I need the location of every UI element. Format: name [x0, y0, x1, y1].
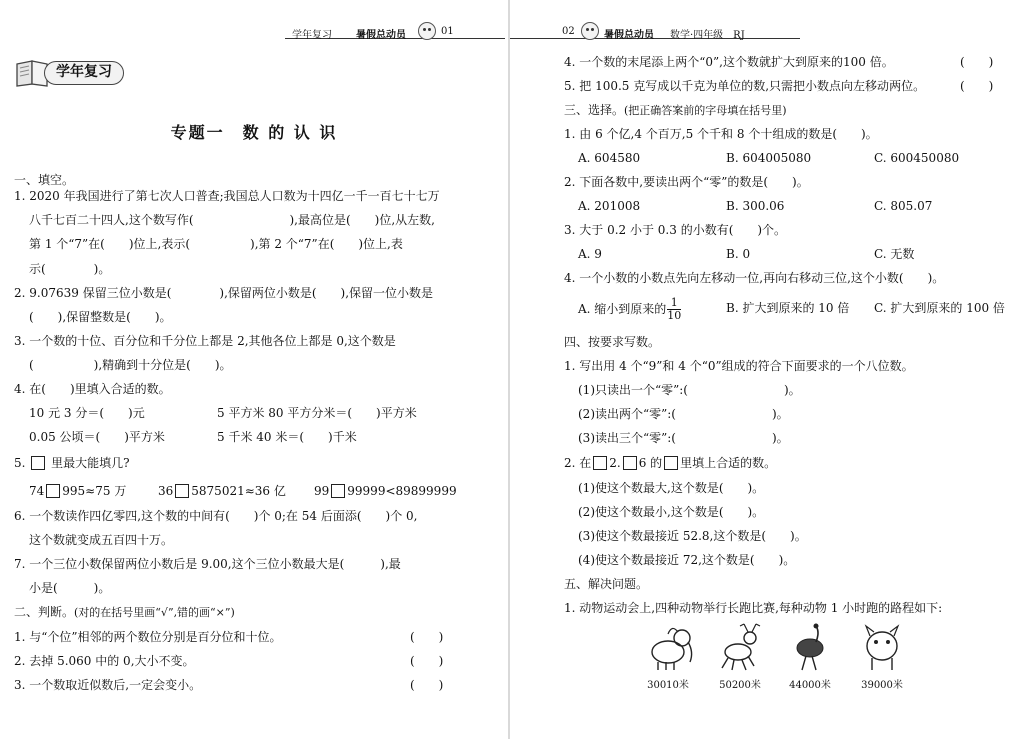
option-a[interactable]: A. 604580 [578, 151, 641, 165]
section-heading-write: 四、按要求写数。 [564, 335, 661, 349]
q5-item [158, 483, 286, 499]
q2-text: 6 的 [638, 456, 663, 470]
sub-question: (4)使这个数最接近 72,这个数是( )。 [578, 553, 796, 567]
option-a[interactable]: A. 9 [578, 247, 602, 261]
header-page-number: 02 [562, 26, 575, 37]
question-line: ( ),保留整数是( )。 [29, 310, 172, 324]
left-page [0, 0, 508, 739]
section-heading-judge [14, 604, 235, 621]
question-line: 3. 一个数的十位、百分位和千分位上都是 2,其他各位上都是 0,这个数是 [14, 334, 396, 348]
answer-box[interactable] [46, 484, 60, 498]
question-2-write [564, 455, 776, 471]
question-line: 3. 大于 0.2 小于 0.3 的小数有( )个。 [564, 223, 787, 237]
option-b[interactable]: B. 300.06 [726, 199, 785, 213]
section-heading-solve: 五、解决问题。 [564, 577, 649, 591]
section-heading-choose [564, 102, 787, 119]
deer-icon [710, 622, 770, 672]
fraction-denominator: 10 [667, 309, 682, 322]
section-title: 三、选择。 [564, 103, 625, 117]
right-header [510, 22, 1019, 44]
topic-title: 专题一 数 的 认 识 [170, 123, 338, 142]
answer-box[interactable] [31, 456, 45, 470]
q5-item-prefix: 74 [29, 484, 45, 498]
q2-text: 2. 在 [564, 456, 592, 470]
animal-distance: 50200米 [719, 680, 761, 691]
animal-distance: 44000米 [789, 680, 831, 691]
q2-text: 里填上合适的数。 [680, 456, 777, 470]
option-a-text: A. 缩小到原来的 [578, 302, 667, 316]
question-line: 2. 下面各数中,要读出两个“零”的数是( )。 [564, 175, 809, 189]
question-line: 4. 一个小数的小数点先向左移动一位,再向右移动三位,这个小数( )。 [564, 271, 945, 285]
header-rule [510, 38, 800, 39]
section-note: (对的在括号里画“√”,错的画“×”) [74, 606, 235, 619]
answer-paren[interactable]: ( ) [410, 654, 444, 668]
q5-number: 5. [14, 456, 26, 470]
q5-item-suffix: 99999<89899999 [347, 484, 457, 498]
option-b[interactable]: B. 0 [726, 247, 751, 261]
question-line: 这个数就变成五百四十万。 [29, 533, 174, 547]
option-a[interactable] [578, 296, 681, 322]
answer-box[interactable] [175, 484, 189, 498]
answer-box[interactable] [331, 484, 345, 498]
horse-icon [852, 622, 912, 672]
question-line: 6. 一个数读作四亿零四,这个数的中间有( )个 0;在 54 后面添( )个 0, [14, 509, 418, 523]
question-line: 1. 动物运动会上,四种动物举行长跑比赛,每种动物 1 小时跑的路程如下: [564, 601, 943, 615]
left-header [0, 22, 508, 44]
animal-distance: 39000米 [861, 680, 903, 691]
answer-paren[interactable]: ( ) [410, 630, 444, 644]
sub-question: (3)使这个数最接近 52.8,这个数是( )。 [578, 529, 807, 543]
sub-question: (1)只读出一个“零”:( )。 [578, 383, 801, 397]
option-a[interactable]: A. 201008 [578, 199, 641, 213]
question-line: 1. 由 6 个亿,4 个百万,5 个千和 8 个十组成的数是( )。 [564, 127, 878, 141]
section-heading-fill: 一、填空。 [14, 173, 75, 187]
question-line: 示( )。 [29, 262, 111, 276]
header-page-number: 01 [441, 26, 454, 37]
question-line: 4. 一个数的末尾添上两个“0”,这个数就扩大到原来的100 倍。 [564, 55, 894, 69]
fraction [667, 297, 681, 322]
answer-paren[interactable]: ( ) [410, 678, 444, 692]
question-line: 第 1 个“7”在( )位上,表示( ),第 2 个“7”在( )位上,表 [29, 237, 403, 251]
conversion-item: 0.05 公顷＝( )平方米 [29, 430, 165, 444]
fraction-numerator: 1 [667, 297, 681, 310]
section-note: (把正确答案前的字母填在括号里) [624, 104, 787, 117]
option-c[interactable]: C. 600450080 [874, 151, 960, 165]
answer-paren[interactable]: ( ) [960, 55, 994, 69]
section-title: 二、判断。 [14, 605, 75, 619]
q5-item-prefix: 99 [314, 484, 330, 498]
question-line: ( ),精确到十分位是( )。 [29, 358, 232, 372]
q5-item-suffix: 5875021≈36 亿 [191, 484, 286, 498]
q5-item-prefix: 36 [158, 484, 174, 498]
q5-item-suffix: 995≈75 万 [62, 484, 127, 498]
option-b[interactable]: B. 扩大到原来的 10 倍 [726, 301, 850, 315]
question-line: 1. 与“个位”相邻的两个数位分别是百分位和十位。 [14, 630, 282, 644]
sub-question: (2)读出两个“零”:( )。 [578, 407, 789, 421]
question-line: 7. 一个三位小数保留两位小数后是 9.00,这个三位小数最大是( ),最 [14, 557, 401, 571]
q5-item [29, 483, 126, 499]
option-c[interactable]: C. 扩大到原来的 100 倍 [874, 301, 1005, 315]
animal-distance: 30010米 [647, 680, 689, 691]
question-line: 2. 9.07639 保留三位小数是( ),保留两位小数是( ),保留一位小数是 [14, 286, 434, 300]
answer-paren[interactable]: ( ) [960, 79, 994, 93]
question-line: 小是( )。 [29, 581, 111, 595]
answer-box[interactable] [593, 456, 607, 470]
header-section: 学年复习 [292, 30, 332, 41]
question-line: 2. 去掉 5.060 中的 0,大小不变。 [14, 654, 195, 668]
question-line: 1. 2020 年我国进行了第七次人口普查;我国总人口数为十四亿一千一百七十七万 [14, 189, 440, 203]
header-brand: 暑假总动员 [604, 30, 654, 41]
mascot-icon [581, 22, 599, 40]
header-subject: 数学·四年级 RJ [670, 30, 745, 41]
conversion-item: 5 千米 40 米＝( )千米 [217, 430, 357, 444]
ostrich-icon [780, 622, 840, 672]
right-page [510, 0, 1019, 739]
header-brand: 暑假总动员 [356, 30, 406, 41]
q5-text: 里最大能填几? [51, 456, 130, 470]
elephant-icon [638, 622, 698, 672]
option-c[interactable]: C. 无数 [874, 247, 915, 261]
question-line: 3. 一个数取近似数后,一定会变小。 [14, 678, 202, 692]
answer-box[interactable] [623, 456, 637, 470]
q2-text: 2. [609, 456, 621, 470]
sub-question: (1)使这个数最大,这个数是( )。 [578, 481, 765, 495]
question-line: 八千七百二十四人,这个数写作( ),最高位是( )位,从左数, [29, 213, 435, 227]
conversion-item: 5 平方米 80 平方分米＝( )平方米 [217, 406, 417, 420]
question-line: 5. 把 100.5 克写成以千克为单位的数,只需把小数点向左移动两位。 [564, 79, 926, 93]
sub-question: (3)读出三个“零”:( )。 [578, 431, 789, 445]
answer-box[interactable] [664, 456, 678, 470]
sub-question: (2)使这个数最小,这个数是( )。 [578, 505, 765, 519]
option-c[interactable]: C. 805.07 [874, 199, 933, 213]
question-5 [14, 455, 130, 471]
option-b[interactable]: B. 604005080 [726, 151, 812, 165]
badge-label: 学年复习 [44, 61, 124, 85]
question-line: 4. 在( )里填入合适的数。 [14, 382, 171, 396]
conversion-item: 10 元 3 分＝( )元 [29, 406, 145, 420]
q5-item [314, 483, 457, 499]
mascot-icon [418, 22, 436, 40]
section-badge [14, 56, 124, 92]
question-line: 1. 写出用 4 个“9”和 4 个“0”组成的符合下面要求的一个八位数。 [564, 359, 914, 373]
